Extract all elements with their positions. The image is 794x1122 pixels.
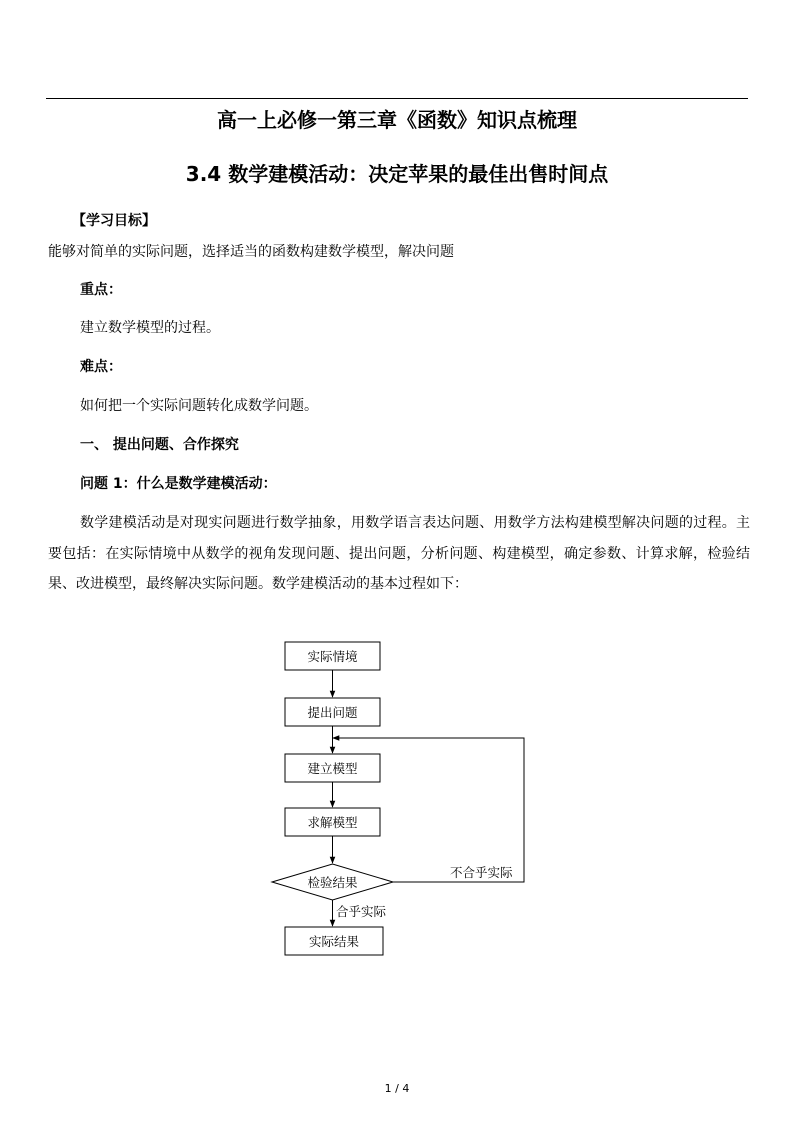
flow-result: [285, 927, 383, 955]
page-number: 1 / 4: [384, 1082, 410, 1095]
body-paragraph: 数学建模活动是对现实问题进行数学抽象，用数学语言表达问题、用数学方法构建模型解决问题的过程。主要包括：在实际情境中从数学的视角发现问题、提出问题，分析问题、构建模型，确定参数、计算求解，检验结果、改进模型，最终解决实际问题。数学建模活动的基本过程如下：: [48, 515, 750, 592]
flow-step-1: [285, 642, 380, 670]
header-rule: [46, 98, 748, 99]
goal-text: 能够对简单的实际问题，选择适当的函数构建数学模型，解决问题: [48, 244, 454, 260]
flow-step-4: [285, 808, 380, 836]
flow-step-1-label: 实际情境: [307, 649, 358, 664]
section-title: 3.4 数学建模活动：决定苹果的最佳出售时间点: [185, 162, 609, 186]
flow-decision-label: 检验结果: [307, 875, 358, 890]
flow-step-2: [285, 698, 380, 726]
flow-label-no: 不合乎实际: [450, 865, 513, 880]
flow-decision: [272, 864, 393, 900]
flow-step-3-label: 建立模型: [307, 761, 358, 776]
document-title: 高一上必修一第三章《函数》知识点梳理: [217, 108, 577, 132]
flow-step-2-label: 提出问题: [307, 705, 358, 720]
key-text: 建立数学模型的过程。: [80, 320, 220, 336]
goal-heading: 【学习目标】: [72, 213, 156, 229]
hard-label: 难点：: [80, 359, 122, 375]
key-label: 重点：: [80, 282, 122, 298]
section-heading: 一、 提出问题、合作探究: [80, 437, 239, 453]
question-heading: 问题 1：什么是数学建模活动：: [80, 476, 277, 492]
flow-result-label: 实际结果: [308, 934, 360, 949]
flowchart: [228, 612, 578, 990]
flow-step-4-label: 求解模型: [307, 815, 358, 830]
flow-step-3: [285, 754, 380, 782]
flow-label-yes: 合乎实际: [336, 904, 387, 919]
hard-text: 如何把一个实际问题转化成数学问题。: [80, 398, 318, 414]
